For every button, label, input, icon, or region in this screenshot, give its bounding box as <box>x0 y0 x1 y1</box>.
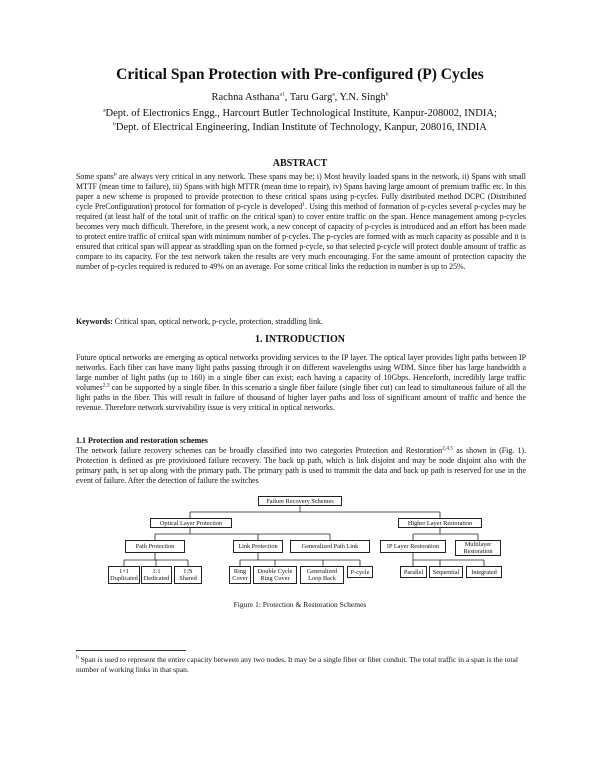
leaf-sequential: Sequential <box>429 566 463 578</box>
footnote-mark: b <box>76 654 79 661</box>
affiliation-text: Dept. of Electronics Engg., Harcourt Butler Technological Institute, Kanpur-208002, INDIA; <box>105 108 497 119</box>
footnote <box>76 655 526 675</box>
node-ip-layer-restoration: IP Layer Restoration <box>380 540 446 553</box>
node-optical-layer-protection: Optical Layer Protection <box>150 518 232 528</box>
leaf-integrated: Integrated <box>466 566 502 578</box>
footnote-text: Span is used to represent the entire capacity between any two nodes. It may be a single fiber or fiber conduit. The total traffic in a span is the total number of working links in that span. <box>76 655 518 674</box>
node-link-protection: Link Protection <box>233 540 283 553</box>
abstract-heading: ABSTRACT <box>272 158 328 169</box>
abstract-text: are always very critical in any network. These spans may be; i) Most heavily loaded spans in the network, ii) Spans with small MTTF (mean time to failure), iii) Spans with high MTTR (mean time to repair), iv) Spans having large amount of premium traffic etc. In this paper a new scheme is proposed to provide protection to these critical spans using p-cycles. Fully distributed method DCPC (Distributed cycle PreConfiguration) protocol for formation of p-cycle is developed <box>76 172 526 211</box>
citation-ref: 1 <box>302 201 305 208</box>
section-heading-introduction: 1. INTRODUCTION <box>254 334 345 345</box>
node-higher-layer-restoration: Higher Layer Restoration <box>398 518 482 528</box>
affiliation-text: Dept. of Electrical Engineering, Indian Institute of Technology, Kanpur, 208016, INDIA <box>115 122 487 133</box>
keywords-label: Keywords: <box>76 317 113 326</box>
figure-caption: Figure 1: Protection & Restoration Schemes <box>233 600 367 609</box>
section-text: The network failure recovery schemes can be broadly classified into two categories Protection and Restoration <box>76 446 443 455</box>
intro-text: can be supported by a single fiber. In this scenario a single fiber failure (single fiber cut) can lead to simultaneous failure of all the light paths in the fiber. This will result in failure of thousand of higher layer paths and loss of significant amount of traffic and hence the revenue. Therefore network survivability issue is very critical in optical networks. <box>76 383 526 412</box>
node-failure-recovery: Failure Recovery Schemes <box>258 496 342 506</box>
leaf-double-cycle-ring-cover: Double Cycle Ring Cover <box>253 566 297 584</box>
abstract-text: Some spans <box>76 172 114 181</box>
footnote-divider <box>76 650 186 651</box>
section-text: as shown in (Fig. 1). Protection is defined as pre provisioned failure recovery. The back up path, which is link disjoint and may be node disjoint also with the primary path, is set up along with the primary path. The primary path is used to transmit the data and back up path is reserved for use in the event of failure. After the detection of failure the switches <box>76 446 526 485</box>
paper-title: Critical Span Protection with Pre-configured (P) Cycles <box>116 66 484 83</box>
keywords-text: Critical span, optical network, p-cycle, protection, straddling link. <box>112 317 323 326</box>
citation-ref: 2,3 <box>102 382 110 389</box>
abstract-text: . Using this method of formation of p-cycles several p-cycles may be required (at least half of the total unit of traffic on the critical span) to cover entire traffic on the span. Hence management among p-cycles becomes very much difficult. Therefore, in the present work, a new concept of capacity of p-cycles is introduced and an effort has been made to protect entire traffic of critical span with minimum number of p-cycles. The p-cycles are formed with as much capacity as possible and it is ensured that critical span will appear as straddling span on the formed p-cycle, so that selected p-cycle will protect double amount of traffic as compare to its capacity. For the test network taken the results are very much encouraging. For the same amount of protection capacity the number of p-cycles required is reduced to 49% on an average. For some critical links the reduction in number is up to 25%. <box>76 202 526 271</box>
author-name: Y.N. Singh <box>339 92 386 103</box>
author-affil-mark: b <box>385 91 389 98</box>
leaf-shared: 1:N Shared <box>174 566 202 584</box>
subsection-heading: 1.1 Protection and restoration schemes <box>76 436 208 445</box>
footnote-ref: b <box>113 171 117 178</box>
affil-mark: a <box>103 107 106 114</box>
leaf-ring-cover: Ring Cover <box>229 566 251 584</box>
author-line: Rachna Asthana$^{a1}$, Taru Garg$^a$, Y.N. Singh$^b$ <box>211 91 389 103</box>
intro-text: Future optical networks are emerging as optical networks providing services to the IP layer. The optical layer provides light paths between IP networks. Each fiber can have many light paths passing through it on different wavelengths using WDM. Since fiber has large bandwidth a large number of light paths (up to 160) in a single fiber can exist; each having a capacity of 10Gbps. Henceforth, incredibly large traffic volumes <box>76 353 526 392</box>
author-name: Rachna Asthana <box>211 92 280 103</box>
leaf-dedicated: 1:1 Dedicated <box>141 566 172 584</box>
node-path-protection: Path Protection <box>125 540 185 553</box>
leaf-parallel: Parallel <box>400 566 427 578</box>
citation-ref: 2,4,5 <box>442 445 454 452</box>
author-name: Taru Garg <box>289 92 333 103</box>
author-affil-mark: a <box>332 91 335 98</box>
affil-mark: b <box>113 121 116 128</box>
node-generalized-path-link: Generalized Path Link <box>290 540 370 553</box>
node-multilayer-restoration: Multilayer Restoration <box>455 540 501 556</box>
leaf-p-cycle: P-cycle <box>347 566 373 578</box>
author-affil-mark: a1 <box>279 91 285 98</box>
leaf-duplicated: 1+1 Duplicated <box>108 566 140 584</box>
leaf-generalized-loop-back: Generalized Loop Back <box>300 566 344 584</box>
